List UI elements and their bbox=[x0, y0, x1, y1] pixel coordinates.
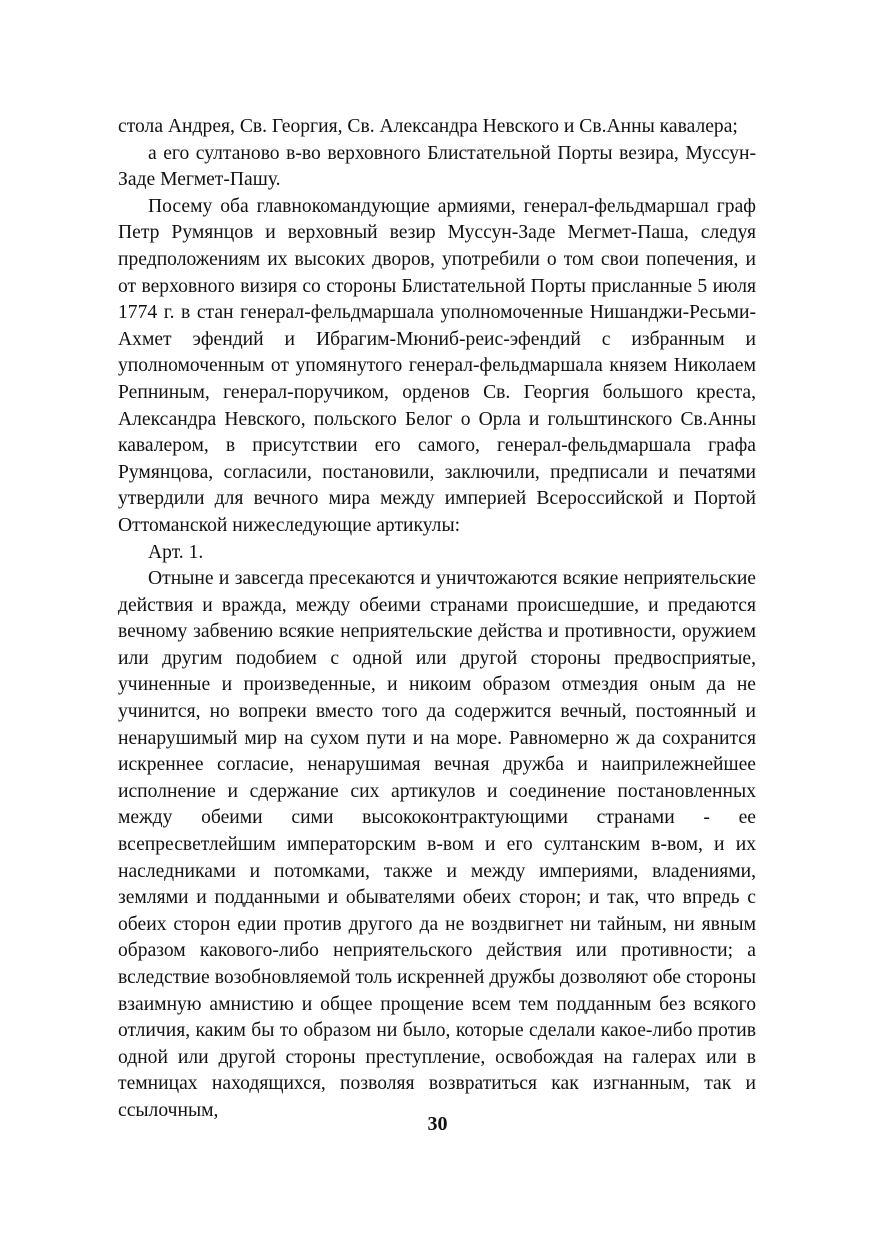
document-body bbox=[118, 114, 756, 1125]
paragraph-sultan-vizier: а его султаново в-во верховного Блистательной Порты везира, Муссун-Заде Мегмет-Пашу. bbox=[118, 142, 756, 191]
page-number: 30 bbox=[427, 1113, 448, 1135]
paragraph-article-1: Отныне и завсегда пресекаются и уничтожаются всякие неприятельские действия и вражда, между обеими странами происшедшие, и предаются вечному забвению всякие неприятельские действа и противности, оружием или другим подобием с одной или другой стороны предвосприятые, учиненные и произведенные, и никоим образом отмездия оным да не учинится, но вопреки вместо того да содержится вечный, постоянный и ненарушимый мир на сухом пути и на море. Равномерно ж да сохранится искреннее согласие, ненарушимая вечная дружба и наиприлежнейшее исполнение и сдержание сих артикулов и соединение постановленных между обеими сими высококонтрактующими странами - ее всепресветлейшим императорским в-вом и его султанским в-вом, и их наследниками и потомками, также и между империями, владениями, землями и подданными и обывателями обеих сторон; и так, что впредь с обеих сторон едии против другого да не воздвигнет ни тайным, ни явным образом какового-либо неприятельского действия или противности; а вследствие возобновляемой толь искренней дружбы дозволяют обе стороны взаимную амнистию и общее прощение всем тем подданным без всякого отличия, каким бы то образом ни было, которые сделали какое-либо против одной или другой стороны преступление, освобождая на галерах или в темницах находящихся, позволяя возвратиться как изгнанным, так и ссылочным, bbox=[118, 568, 756, 1121]
article-heading: Арт. 1. bbox=[148, 541, 204, 563]
paragraph-continuation: стола Андрея, Св. Георгия, Св. Александра Невского и Св.Анны кавалера; bbox=[118, 116, 738, 137]
paragraph-commanders: Посему оба главнокомандующие армиями, генерал-фельдмаршал граф Петр Румянцов и верховный везир Муссун-Заде Мегмет-Паша, следуя предположениям их высоких дворов, употребили о том свои попечения, и от верховного визиря со стороны Блистательной Порты присланные 5 июля 1774 г. в стан генерал-фельдмаршала уполномоченные Нишанджи-Ресьми-Ахмет эфендий и Ибрагим-Мюниб-реис-эфендий с избранным и уполномоченным от упомянутого генерал-фельдмаршала князем Николаем Репниным, генерал-поручиком, орденов Св. Георгия большого креста, Александра Невского, польского Белог о Орла и гольштинского Св.Анны кавалером, в присутствии его самого, генерал-фельдмаршала графа Румянцова, согласили, постановили, заключили, предписали и печатями утвердили для вечного мира между империей Всероссийской и Портой Оттоманской нижеследующие артикулы: bbox=[118, 195, 756, 536]
